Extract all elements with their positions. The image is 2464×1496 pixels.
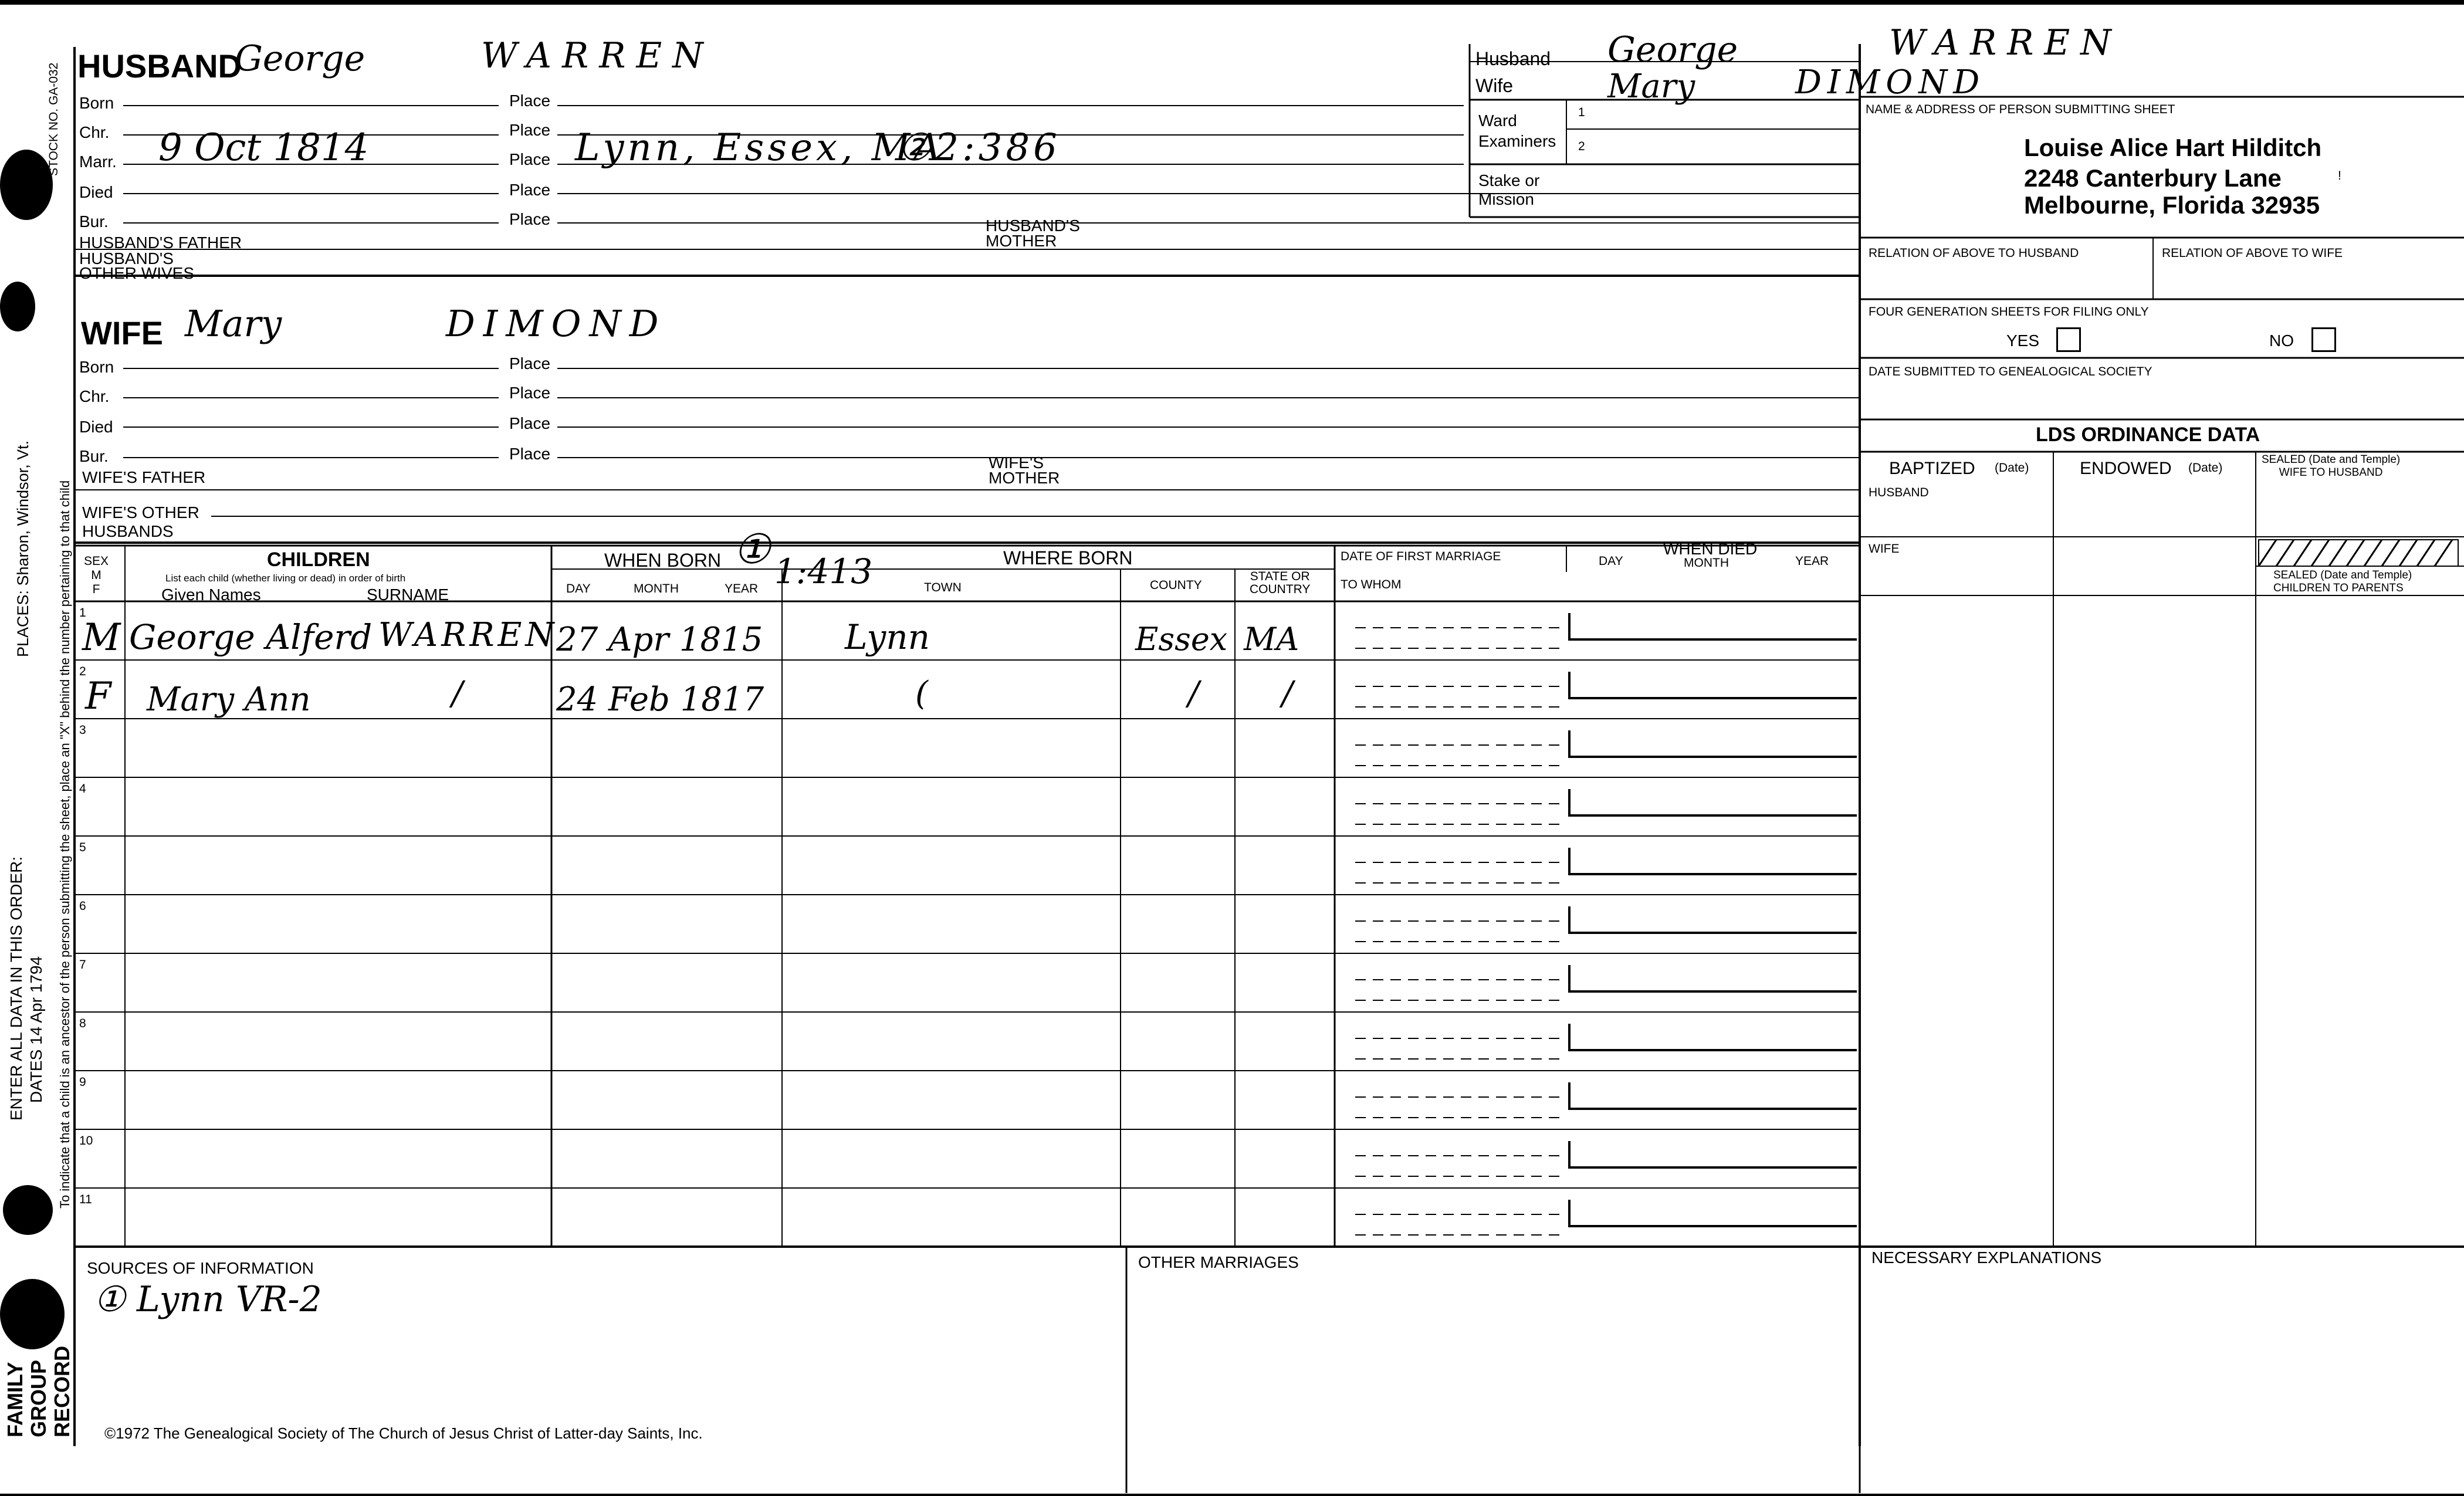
child-1-town[interactable]: Lynn — [845, 617, 930, 657]
wifes-mother-label: WIFE'S MOTHER — [989, 453, 1060, 487]
sealed-wife-label: SEALED (Date and Temple) WIFE TO HUSBAND — [2262, 453, 2401, 479]
endowed-date-label: (Date) — [2188, 461, 2223, 475]
no-checkbox[interactable] — [2311, 327, 2336, 352]
child-2-sex[interactable]: F — [85, 675, 111, 718]
husbands-father-label: HUSBAND'S FATHER — [79, 233, 242, 252]
husband-heading: HUSBAND — [77, 48, 242, 84]
other-marriages-label: OTHER MARRIAGES — [1138, 1253, 1299, 1271]
side-places: PLACES: Sharon, Windsor, Vt. — [14, 440, 32, 657]
died-year-header: YEAR — [1795, 554, 1829, 568]
no-label: NO — [2269, 331, 2294, 350]
lds-husband-label: HUSBAND — [1869, 486, 1929, 499]
yes-label: YES — [2006, 331, 2040, 350]
lds-title: LDS ORDINANCE DATA — [2036, 424, 2260, 446]
stake-mission-label: Stake or Mission — [1478, 171, 1540, 208]
child-1-state[interactable]: MA — [1244, 621, 1299, 658]
town-header: TOWN — [924, 581, 962, 594]
submitter-mark: ! — [2338, 169, 2341, 182]
wife-heading: WIFE — [81, 314, 163, 351]
right-husband-label: Husband — [1475, 48, 1551, 69]
when-died-bracket — [1569, 848, 1857, 874]
county-header: COUNTY — [1150, 578, 1202, 592]
wifes-father-label: WIFE'S FATHER — [82, 468, 206, 486]
husband-died-place-label: Place — [509, 181, 551, 199]
wife-bur-place-label: Place — [509, 445, 551, 463]
examiners-label: Examiners — [1478, 132, 1556, 150]
row-number: 5 — [79, 841, 86, 854]
row-number: 1 — [79, 606, 86, 620]
when-born-header: WHEN BORN — [604, 550, 722, 571]
baptized-date-label: (Date) — [1995, 461, 2029, 475]
child-2-born[interactable]: 24 Feb 1817 — [556, 681, 764, 719]
wife-died-label: Died — [79, 418, 113, 436]
husband-born-place-label: Place — [509, 92, 551, 110]
row-number: 11 — [79, 1193, 92, 1206]
when-died-bracket — [1569, 1024, 1857, 1050]
husband-born-label: Born — [79, 94, 114, 112]
when-died-bracket — [1569, 730, 1857, 757]
when-born-source-mark[interactable]: ① — [733, 525, 770, 573]
husband-bur-place-label: Place — [509, 210, 551, 228]
submitter-city: Melbourne, Florida 32935 — [2024, 191, 2320, 219]
wife-born-place-label: Place — [509, 354, 551, 373]
side-indicate: To indicate that a child is an ancestor of the person submitting the sheet, place an "X" behind the number pertaining to that child — [57, 480, 72, 1209]
wife-bur-label: Bur. — [79, 447, 109, 465]
right-husband-given[interactable]: George — [1607, 29, 1738, 70]
row-number: 9 — [79, 1075, 86, 1089]
given-names-header: Given Names — [161, 585, 261, 604]
when-died-bracket — [1569, 1141, 1857, 1167]
examiner-1-number: 1 — [1578, 106, 1585, 119]
wife-died-place-label: Place — [509, 414, 551, 432]
surname-header: SURNAME — [367, 585, 449, 604]
side-title-group: GROUP — [26, 1359, 50, 1437]
child-1-surname[interactable]: WARREN — [378, 616, 558, 654]
child-2-surname[interactable]: / — [452, 675, 463, 713]
row-number: 7 — [79, 958, 86, 972]
wife-born-label: Born — [79, 358, 114, 376]
husband-surname[interactable]: WARREN — [481, 35, 714, 76]
right-wife-surname[interactable]: DIMOND — [1795, 63, 1986, 101]
right-husband-surname[interactable]: WARREN — [1889, 22, 2122, 63]
row-number: 4 — [79, 782, 86, 796]
husbands-mother-label: HUSBAND'S MOTHER — [986, 216, 1080, 250]
endowed-label: ENDOWED — [2080, 459, 2172, 478]
side-enter: ENTER ALL DATA IN THIS ORDER: — [7, 856, 25, 1121]
row-number: 8 — [79, 1017, 86, 1030]
husband-marriage-date[interactable]: 9 Oct 1814 — [158, 126, 369, 170]
husband-bur-label: Bur. — [79, 212, 109, 231]
date-submitted-label: DATE SUBMITTED TO GENEALOGICAL SOCIETY — [1869, 365, 2152, 378]
when-died-bracket — [1569, 906, 1857, 933]
copyright: ©1972 The Genealogical Society of The Church of Jesus Christ of Latter-day Saints, Inc. — [104, 1424, 703, 1442]
child-2-given[interactable]: Mary Ann — [147, 681, 311, 719]
submitter-label: NAME & ADDRESS OF PERSON SUBMITTING SHEET — [1866, 103, 2175, 116]
died-month-header: MONTH — [1684, 556, 1729, 570]
when-died-bracket — [1569, 1082, 1857, 1109]
born-year-header: YEAR — [725, 582, 759, 595]
sources-value[interactable]: ① Lynn VR-2 — [94, 1279, 322, 1320]
when-died-bracket — [1569, 1200, 1857, 1226]
side-dates: DATES 14 Apr 1794 — [27, 956, 45, 1103]
wifes-other-husbands-label: WIFE'S OTHER HUSBANDS — [82, 503, 199, 540]
relation-husband-label: RELATION OF ABOVE TO HUSBAND — [1869, 246, 2079, 260]
row-number: 2 — [79, 665, 86, 678]
when-died-bracket — [1569, 965, 1857, 991]
wife-chr-place-label: Place — [509, 384, 551, 402]
baptized-label: BAPTIZED — [1889, 459, 1975, 478]
right-wife-given[interactable]: Mary — [1607, 67, 1695, 106]
wife-given-name[interactable]: Mary — [185, 302, 282, 345]
wife-chr-label: Chr. — [79, 387, 110, 405]
husband-died-label: Died — [79, 183, 113, 201]
right-wife-label: Wife — [1475, 75, 1513, 96]
necessary-explanations-label: NECESSARY EXPLANATIONS — [1871, 1248, 2102, 1267]
when-died-bracket — [1569, 789, 1857, 815]
child-1-given[interactable]: George Alferd — [129, 617, 373, 657]
husband-marr-label: Marr. — [79, 153, 117, 171]
submitter-name: Louise Alice Hart Hilditch — [2024, 134, 2322, 161]
yes-checkbox[interactable] — [2056, 327, 2081, 352]
child-2-state[interactable]: / — [1282, 675, 1293, 713]
list-note: List each child (whether living or dead) in order of birth — [165, 573, 406, 584]
row-number: 10 — [79, 1134, 93, 1148]
child-2-town[interactable]: ( — [915, 675, 928, 713]
sealed-children-label: SEALED (Date and Temple) CHILDREN TO PARENTS — [2273, 569, 2412, 594]
side-title-family: FAMILY — [3, 1362, 27, 1437]
husband-chr-label: Chr. — [79, 123, 110, 141]
first-marriage-header: DATE OF FIRST MARRIAGE — [1341, 550, 1501, 563]
when-died-bracket — [1569, 613, 1857, 639]
child-1-sex[interactable]: M — [82, 616, 121, 659]
submitter-street: 2248 Canterbury Lane — [2024, 164, 2282, 192]
child-1-born[interactable]: 27 Apr 1815 — [556, 621, 763, 659]
relation-wife-label: RELATION OF ABOVE TO WIFE — [2162, 246, 2343, 260]
examiner-2-number: 2 — [1578, 140, 1585, 153]
died-day-header: DAY — [1599, 554, 1623, 568]
lds-wife-label: WIFE — [1869, 542, 1900, 556]
husbands-other-wives-label: HUSBAND'S OTHER WIVES — [79, 249, 195, 282]
wife-surname[interactable]: DIMOND — [446, 302, 667, 345]
four-generation-label: FOUR GENERATION SHEETS FOR FILING ONLY — [1869, 305, 2149, 319]
child-2-county[interactable]: / — [1188, 675, 1199, 713]
sources-label: SOURCES OF INFORMATION — [87, 1259, 314, 1277]
sex-header: SEX M F — [84, 554, 109, 596]
husband-chr-place-label: Place — [509, 121, 551, 139]
where-born-header: WHERE BORN — [1003, 547, 1133, 568]
children-header: CHILDREN — [267, 549, 370, 571]
to-whom-header: TO WHOM — [1341, 578, 1402, 591]
row-number: 6 — [79, 899, 86, 913]
husband-marriage-source[interactable]: ②2:386 — [898, 126, 1061, 170]
when-died-header: WHEN DIED — [1663, 540, 1758, 558]
stock-number: STOCK NO. GA-032 — [47, 62, 60, 176]
born-day-header: DAY — [566, 582, 591, 595]
row-number: 3 — [79, 723, 86, 737]
child-1-county[interactable]: Essex — [1135, 621, 1228, 658]
side-title-record: RECORD — [50, 1345, 74, 1437]
born-month-header: MONTH — [634, 582, 679, 595]
when-born-source-ref[interactable]: 1:413 — [774, 551, 873, 591]
husband-given-name[interactable]: George — [235, 38, 365, 79]
husband-marr-place-label: Place — [509, 150, 551, 168]
when-died-bracket — [1569, 672, 1857, 698]
state-header: STATE OR COUNTRY — [1250, 570, 1311, 596]
ward-label: Ward — [1478, 111, 1517, 130]
husband-marriage-place[interactable]: Lynn, Essex, MA — [575, 126, 945, 170]
